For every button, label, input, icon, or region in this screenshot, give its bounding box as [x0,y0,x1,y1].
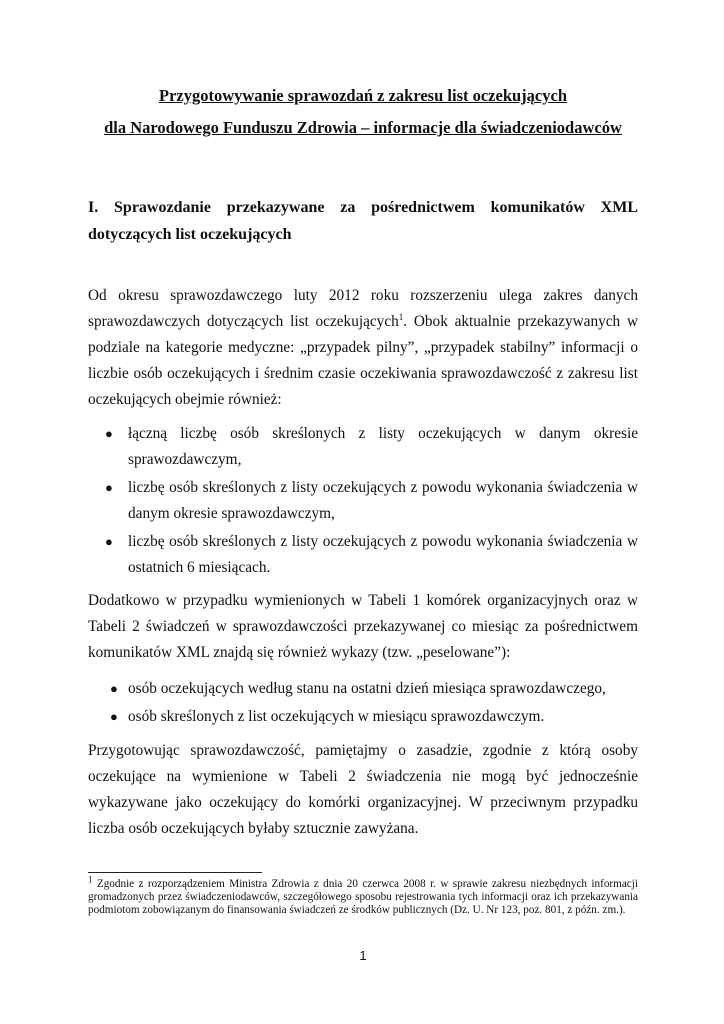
footnote-number: 1 [88,874,93,885]
bullet-list-2 [88,676,638,732]
bullet-icon: ● [110,709,118,724]
bullet-icon: ● [105,426,113,441]
footnote-reference: 1 [398,311,404,322]
bullet-list-1 [88,421,638,583]
list-item [88,421,638,473]
bullet-icon: ● [105,480,113,495]
list-item-text: liczbę osób skreślonych z listy oczekujących z powodu wykonania świadczenia w danym okresie sprawozdawczym, [128,479,638,522]
list-item [88,475,638,527]
paragraph-1-text-a: Od okresu sprawozdawczego luty 2012 roku rozszerzeniu ulega zakres danych sprawozdawczych dotyczących list oczekujących [88,287,638,330]
bullet-icon: ● [105,534,113,549]
list-item [88,529,638,581]
list-item-text: łączną liczbę osób skreślonych z listy oczekujących w danym okresie sprawozdawczym, [128,425,638,468]
page-number: 1 [359,948,367,963]
footnote-divider [88,872,262,873]
list-item-text: osób oczekujących według stanu na ostatni dzień miesiąca sprawozdawczego, [128,680,606,697]
paragraph-2: Dodatkowo w przypadku wymienionych w Tabeli 1 komórek organizacyjnych oraz w Tabeli 2 świadczeń w sprawozdawczości przekazywanej co miesiąc za pośrednictwem komunikatów XML znajdą się również wykazy (tzw. „peselowane”): [88,592,638,661]
footnote [88,874,638,918]
paragraph-3: Przygotowując sprawozdawczość, pamiętajmy o zasadzie, zgodnie z którą osoby oczekujące na wymienione w Tabeli 2 świadczenia nie mogą być jednocześnie wykazywane jako oczekujący do komórki organizacyjnej. W przeciwnym przypadku liczba osób oczekujących byłaby sztucznie zawyżana. [88,742,638,837]
footnote-text: Zgodnie z rozporządzeniem Ministra Zdrowia z dnia 20 czerwca 2008 r. w sprawie zakresu niezbędnych informacji gromadzonych przez świadczeniodawców, szczegółowego sposobu rejestrowania tych informacji oraz ich przekazywania podmiotom zobowiązanym do finansowania świadczeń ze środków publicznych (Dz. U. Nr 123, poz. 801, z późn. zm.). [88,878,638,917]
document-page [88,0,638,1024]
bullet-icon: ● [110,681,118,696]
list-item-text: osób skreślonych z list oczekujących w miesiącu sprawozdawczym. [128,708,545,725]
list-item [88,704,638,730]
section-heading: I. Sprawozdanie przekazywane za pośrednictwem komunikatów XML dotyczących list oczekujących [88,199,638,243]
list-item-text: liczbę osób skreślonych z listy oczekujących z powodu wykonania świadczenia w ostatnich 6 miesiącach. [128,533,638,576]
paragraph-1 [88,283,638,413]
paragraph-1-text-b: . Obok aktualnie przekazywanych w podziale na kategorie medyczne: „przypadek pilny”, „przypadek stabilny” informacji o liczbie osób oczekujących i średnim czasie oczekiwania sprawozdawczość z zakresu list oczekujących obejmie również: [88,313,638,408]
list-item [88,676,638,702]
document-title-line-1: Przygotowywanie sprawozdań z zakresu list oczekujących [158,86,568,105]
document-title-line-2: dla Narodowego Funduszu Zdrowia – informacje dla świadczeniodawców [104,118,622,137]
